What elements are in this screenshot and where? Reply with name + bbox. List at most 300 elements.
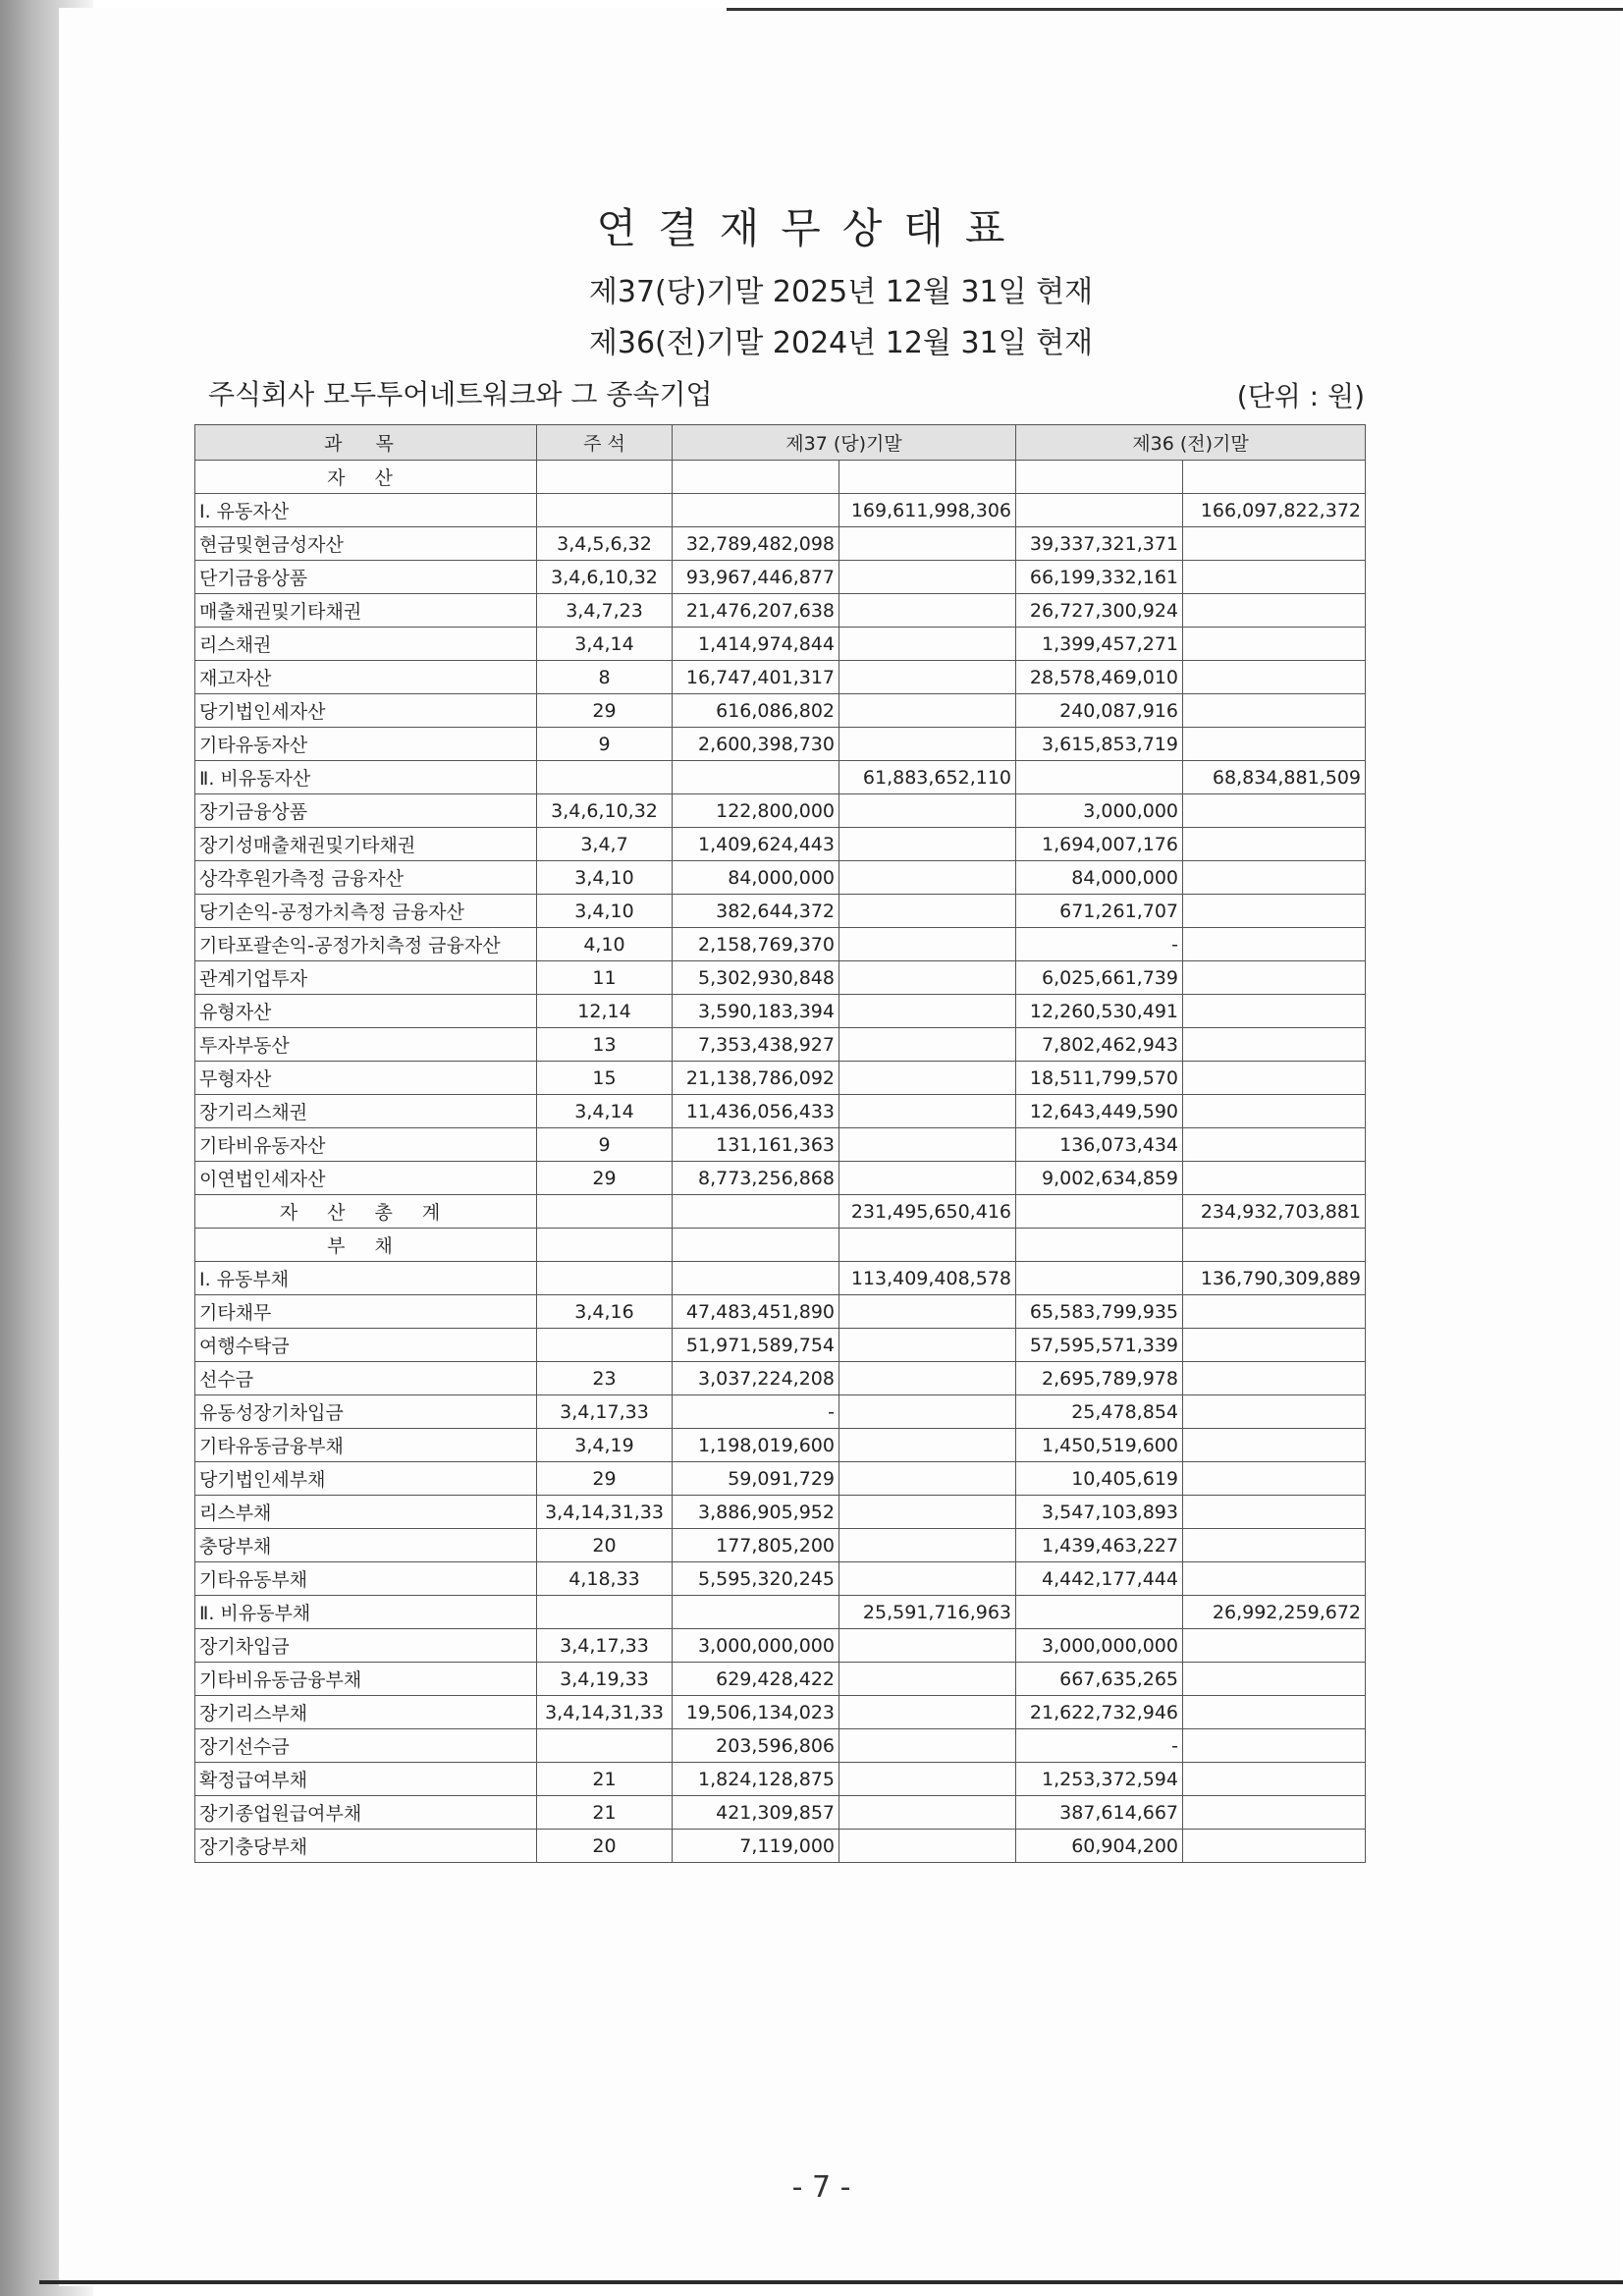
current-total-cell xyxy=(839,1028,1016,1062)
item-label: 장기충당부채 xyxy=(195,1830,537,1863)
table-row xyxy=(195,1729,1366,1763)
current-value: 16,747,401,317 xyxy=(673,661,839,694)
table-row xyxy=(195,1229,1366,1262)
table-row xyxy=(195,1128,1366,1162)
current-value: 616,086,802 xyxy=(673,694,839,728)
note-value: 21 xyxy=(537,1796,673,1830)
current-value: 47,483,451,890 xyxy=(673,1295,839,1329)
note-value: 29 xyxy=(537,694,673,728)
current-total-cell xyxy=(839,1729,1016,1763)
item-label: 상각후원가측정 금융자산 xyxy=(195,861,537,895)
current-total-cell xyxy=(839,1229,1016,1262)
item-label: 기타포괄손익-공정가치측정 금융자산 xyxy=(195,928,537,961)
note-cell xyxy=(537,761,673,794)
note-value: 3,4,14 xyxy=(537,628,673,661)
current-total-cell xyxy=(839,1395,1016,1429)
period-current: 제37(당)기말 2025년 12월 31일 현재 xyxy=(588,275,1094,309)
table-row xyxy=(195,661,1366,694)
note-value: 3,4,14,31,33 xyxy=(537,1696,673,1729)
prior-total-cell xyxy=(1183,1629,1366,1663)
period-prior: 제36(전)기말 2024년 12월 31일 현재 xyxy=(588,326,1094,360)
prior-value: 66,199,332,161 xyxy=(1016,561,1183,594)
table-row xyxy=(195,1596,1366,1629)
current-value: 203,596,806 xyxy=(673,1729,839,1763)
item-label: 재고자산 xyxy=(195,661,537,694)
current-value: - xyxy=(673,1395,839,1429)
table-row xyxy=(195,1395,1366,1429)
prior-total-cell xyxy=(1183,527,1366,561)
table-row xyxy=(195,1262,1366,1295)
prior-total-cell xyxy=(1183,1696,1366,1729)
prior-total-cell xyxy=(1183,1562,1366,1596)
current-detail-cell xyxy=(673,494,839,527)
note-value: 3,4,17,33 xyxy=(537,1395,673,1429)
prior-total-cell xyxy=(1183,1229,1366,1262)
unit-label: (단위 : 원) xyxy=(1236,380,1365,412)
note-cell xyxy=(537,1262,673,1295)
prior-value: 4,442,177,444 xyxy=(1016,1562,1183,1596)
prior-total-cell xyxy=(1183,995,1366,1028)
note-value: 3,4,6,10,32 xyxy=(537,794,673,828)
prior-total-cell xyxy=(1183,928,1366,961)
table-row xyxy=(195,1496,1366,1529)
note-value: 21 xyxy=(537,1763,673,1796)
table-row xyxy=(195,1062,1366,1095)
item-label: 당기법인세자산 xyxy=(195,694,537,728)
prior-total-value: 68,834,881,509 xyxy=(1183,761,1366,794)
table-row xyxy=(195,694,1366,728)
current-total-cell xyxy=(839,1128,1016,1162)
current-value: 3,037,224,208 xyxy=(673,1362,839,1395)
note-value xyxy=(537,1729,673,1763)
top-edge-line xyxy=(727,8,1623,11)
prior-total-cell xyxy=(1183,1663,1366,1696)
current-value: 131,161,363 xyxy=(673,1128,839,1162)
current-total-value: 231,495,650,416 xyxy=(839,1195,1016,1229)
current-total-cell xyxy=(839,828,1016,861)
current-total-value: 61,883,652,110 xyxy=(839,761,1016,794)
bottom-edge-line xyxy=(39,2280,1623,2284)
note-cell xyxy=(537,1229,673,1262)
current-total-cell xyxy=(839,628,1016,661)
current-total-cell xyxy=(839,961,1016,995)
prior-value: 1,450,519,600 xyxy=(1016,1429,1183,1462)
note-cell xyxy=(537,494,673,527)
note-value: 29 xyxy=(537,1462,673,1496)
prior-value: 60,904,200 xyxy=(1016,1830,1183,1863)
current-total-cell xyxy=(839,1763,1016,1796)
item-label: 선수금 xyxy=(195,1362,537,1395)
prior-value: 3,000,000 xyxy=(1016,794,1183,828)
table-row xyxy=(195,1195,1366,1229)
table-row xyxy=(195,1763,1366,1796)
table-row xyxy=(195,728,1366,761)
note-value: 12,14 xyxy=(537,995,673,1028)
table-body xyxy=(195,461,1366,1863)
note-value: 20 xyxy=(537,1830,673,1863)
current-detail-cell xyxy=(673,1229,839,1262)
table-row xyxy=(195,1462,1366,1496)
prior-value: - xyxy=(1016,928,1183,961)
prior-total-cell xyxy=(1183,1028,1366,1062)
prior-total-cell xyxy=(1183,1830,1366,1863)
prior-value: 240,087,916 xyxy=(1016,694,1183,728)
current-total-cell xyxy=(839,1429,1016,1462)
note-value: 3,4,7,23 xyxy=(537,594,673,628)
note-value: 15 xyxy=(537,1062,673,1095)
item-label: 장기차입금 xyxy=(195,1629,537,1663)
prior-value: 1,694,007,176 xyxy=(1016,828,1183,861)
current-total-cell xyxy=(839,1362,1016,1395)
note-value: 3,4,19,33 xyxy=(537,1663,673,1696)
prior-value: 84,000,000 xyxy=(1016,861,1183,895)
note-value: 3,4,16 xyxy=(537,1295,673,1329)
current-total-cell xyxy=(839,728,1016,761)
table-row xyxy=(195,1362,1366,1395)
note-value: 4,18,33 xyxy=(537,1562,673,1596)
prior-value: 10,405,619 xyxy=(1016,1462,1183,1496)
current-value: 2,600,398,730 xyxy=(673,728,839,761)
document-title: 연결재무상태표 xyxy=(596,204,1027,252)
note-cell xyxy=(537,1195,673,1229)
current-value: 11,436,056,433 xyxy=(673,1095,839,1128)
current-total-cell xyxy=(839,1562,1016,1596)
item-label: 무형자산 xyxy=(195,1062,537,1095)
note-value xyxy=(537,1329,673,1362)
current-value: 19,506,134,023 xyxy=(673,1696,839,1729)
current-value: 21,138,786,092 xyxy=(673,1062,839,1095)
prior-value: 667,635,265 xyxy=(1016,1663,1183,1696)
section-label: Ⅱ. 비유동부채 xyxy=(195,1596,537,1629)
current-total-cell xyxy=(839,995,1016,1028)
note-value: 3,4,7 xyxy=(537,828,673,861)
current-value: 51,971,589,754 xyxy=(673,1329,839,1362)
prior-value: 21,622,732,946 xyxy=(1016,1696,1183,1729)
table-row xyxy=(195,895,1366,928)
item-label: 장기금융상품 xyxy=(195,794,537,828)
prior-total-cell xyxy=(1183,1062,1366,1095)
item-label: 장기리스채권 xyxy=(195,1095,537,1128)
table-row xyxy=(195,494,1366,527)
current-value: 629,428,422 xyxy=(673,1663,839,1696)
balance-sheet-table xyxy=(194,424,1366,1863)
note-value: 3,4,14 xyxy=(537,1095,673,1128)
page-number: - 7 - xyxy=(791,2170,851,2205)
prior-value: 39,337,321,371 xyxy=(1016,527,1183,561)
table-row xyxy=(195,1830,1366,1863)
note-value: 11 xyxy=(537,961,673,995)
item-label: 여행수탁금 xyxy=(195,1329,537,1362)
table-row xyxy=(195,995,1366,1028)
item-label: 장기선수금 xyxy=(195,1729,537,1763)
prior-total-cell xyxy=(1183,861,1366,895)
row-heading: 자 산 xyxy=(195,461,537,494)
table-row xyxy=(195,761,1366,794)
current-value: 2,158,769,370 xyxy=(673,928,839,961)
current-total-cell xyxy=(839,861,1016,895)
table-row xyxy=(195,527,1366,561)
prior-value: 6,025,661,739 xyxy=(1016,961,1183,995)
prior-value: 18,511,799,570 xyxy=(1016,1062,1183,1095)
note-value: 3,4,14,31,33 xyxy=(537,1496,673,1529)
total-label: 자 산 총 계 xyxy=(195,1195,537,1229)
note-value: 29 xyxy=(537,1162,673,1195)
note-value: 23 xyxy=(537,1362,673,1395)
item-label: 기타채무 xyxy=(195,1295,537,1329)
item-label: 당기법인세부채 xyxy=(195,1462,537,1496)
section-label: Ⅰ. 유동자산 xyxy=(195,494,537,527)
prior-value: 2,695,789,978 xyxy=(1016,1362,1183,1395)
table-row xyxy=(195,1663,1366,1696)
company-name: 주식회사 모두투어네트워크와 그 종속기업 xyxy=(208,378,713,410)
item-label: 투자부동산 xyxy=(195,1028,537,1062)
item-label: 기타비유동금융부채 xyxy=(195,1663,537,1696)
current-value: 1,414,974,844 xyxy=(673,628,839,661)
prior-value: 65,583,799,935 xyxy=(1016,1295,1183,1329)
note-value: 4,10 xyxy=(537,928,673,961)
current-value: 5,302,930,848 xyxy=(673,961,839,995)
table-header-row xyxy=(195,425,1366,461)
item-label: 현금및현금성자산 xyxy=(195,527,537,561)
current-total-cell xyxy=(839,928,1016,961)
item-label: 장기리스부채 xyxy=(195,1696,537,1729)
note-value: 3,4,10 xyxy=(537,861,673,895)
note-value: 9 xyxy=(537,1128,673,1162)
table-row xyxy=(195,1095,1366,1128)
prior-total-cell xyxy=(1183,594,1366,628)
item-label: 리스채권 xyxy=(195,628,537,661)
current-total-cell xyxy=(839,1696,1016,1729)
table-row xyxy=(195,861,1366,895)
current-value: 1,824,128,875 xyxy=(673,1763,839,1796)
table-row xyxy=(195,1329,1366,1362)
current-total-cell xyxy=(839,1295,1016,1329)
note-value: 3,4,17,33 xyxy=(537,1629,673,1663)
table-row xyxy=(195,1562,1366,1596)
item-label: 충당부채 xyxy=(195,1529,537,1562)
table-row xyxy=(195,928,1366,961)
current-total-cell xyxy=(839,1529,1016,1562)
prior-total-cell xyxy=(1183,1395,1366,1429)
current-value: 5,595,320,245 xyxy=(673,1562,839,1596)
prior-detail-cell xyxy=(1016,461,1183,494)
prior-value: - xyxy=(1016,1729,1183,1763)
current-value: 59,091,729 xyxy=(673,1462,839,1496)
prior-total-cell xyxy=(1183,661,1366,694)
prior-total-value: 26,992,259,672 xyxy=(1183,1596,1366,1629)
item-label: 장기종업원급여부채 xyxy=(195,1796,537,1830)
prior-detail-cell xyxy=(1016,1596,1183,1629)
table-row xyxy=(195,561,1366,594)
item-label: 기타유동자산 xyxy=(195,728,537,761)
item-label: 확정급여부채 xyxy=(195,1763,537,1796)
note-value: 3,4,5,6,32 xyxy=(537,527,673,561)
current-total-cell xyxy=(839,527,1016,561)
prior-total-cell xyxy=(1183,561,1366,594)
prior-total-cell xyxy=(1183,961,1366,995)
note-value: 20 xyxy=(537,1529,673,1562)
current-total-cell xyxy=(839,1830,1016,1863)
prior-total-cell xyxy=(1183,694,1366,728)
current-total-cell xyxy=(839,594,1016,628)
current-detail-cell xyxy=(673,1262,839,1295)
table-row xyxy=(195,1696,1366,1729)
note-value: 8 xyxy=(537,661,673,694)
current-total-cell xyxy=(839,561,1016,594)
current-total-cell xyxy=(839,1629,1016,1663)
item-label: 관계기업투자 xyxy=(195,961,537,995)
item-label: 기타비유동자산 xyxy=(195,1128,537,1162)
note-value: 13 xyxy=(537,1028,673,1062)
prior-value: 3,615,853,719 xyxy=(1016,728,1183,761)
prior-total-cell xyxy=(1183,461,1366,494)
prior-total-cell xyxy=(1183,895,1366,928)
table-row xyxy=(195,1429,1366,1462)
prior-value: 28,578,469,010 xyxy=(1016,661,1183,694)
prior-total-cell xyxy=(1183,628,1366,661)
table-row xyxy=(195,961,1366,995)
current-total-cell xyxy=(839,1462,1016,1496)
table-row xyxy=(195,794,1366,828)
table-row xyxy=(195,1529,1366,1562)
prior-value: 3,000,000,000 xyxy=(1016,1629,1183,1663)
prior-total-cell xyxy=(1183,1529,1366,1562)
prior-total-cell xyxy=(1183,1162,1366,1195)
prior-value: 1,253,372,594 xyxy=(1016,1763,1183,1796)
current-total-cell xyxy=(839,895,1016,928)
note-value: 3,4,19 xyxy=(537,1429,673,1462)
prior-value: 25,478,854 xyxy=(1016,1395,1183,1429)
prior-total-cell xyxy=(1183,1796,1366,1830)
note-value: 9 xyxy=(537,728,673,761)
item-label: 유동성장기차입금 xyxy=(195,1395,537,1429)
current-total-cell xyxy=(839,661,1016,694)
current-detail-cell xyxy=(673,761,839,794)
prior-value: 1,399,457,271 xyxy=(1016,628,1183,661)
prior-total-cell xyxy=(1183,1128,1366,1162)
prior-value: 136,073,434 xyxy=(1016,1128,1183,1162)
prior-detail-cell xyxy=(1016,1195,1183,1229)
current-value: 421,309,857 xyxy=(673,1796,839,1830)
item-label: 장기성매출채권및기타채권 xyxy=(195,828,537,861)
item-label: 기타유동부채 xyxy=(195,1562,537,1596)
prior-total-value: 136,790,309,889 xyxy=(1183,1262,1366,1295)
prior-value: 26,727,300,924 xyxy=(1016,594,1183,628)
current-total-cell xyxy=(839,1496,1016,1529)
header-item: 과 목 xyxy=(195,425,537,461)
item-label: 이연법인세자산 xyxy=(195,1162,537,1195)
prior-total-cell xyxy=(1183,1729,1366,1763)
prior-total-cell xyxy=(1183,1496,1366,1529)
table-row xyxy=(195,828,1366,861)
prior-total-cell xyxy=(1183,794,1366,828)
table-row xyxy=(195,1796,1366,1830)
note-value: 3,4,6,10,32 xyxy=(537,561,673,594)
prior-detail-cell xyxy=(1016,1229,1183,1262)
table-row xyxy=(195,1629,1366,1663)
current-total-cell xyxy=(839,1329,1016,1362)
table-row xyxy=(195,1295,1366,1329)
prior-total-cell xyxy=(1183,728,1366,761)
current-total-value: 113,409,408,578 xyxy=(839,1262,1016,1295)
prior-detail-cell xyxy=(1016,494,1183,527)
prior-value: 1,439,463,227 xyxy=(1016,1529,1183,1562)
table-row xyxy=(195,1028,1366,1062)
current-value: 1,198,019,600 xyxy=(673,1429,839,1462)
prior-total-cell xyxy=(1183,828,1366,861)
item-label: 리스부채 xyxy=(195,1496,537,1529)
prior-total-cell xyxy=(1183,1295,1366,1329)
current-value: 3,590,183,394 xyxy=(673,995,839,1028)
current-value: 93,967,446,877 xyxy=(673,561,839,594)
section-label: Ⅱ. 비유동자산 xyxy=(195,761,537,794)
prior-detail-cell xyxy=(1016,761,1183,794)
current-total-value: 169,611,998,306 xyxy=(839,494,1016,527)
prior-total-cell xyxy=(1183,1763,1366,1796)
current-value: 32,789,482,098 xyxy=(673,527,839,561)
row-heading: 부 채 xyxy=(195,1229,537,1262)
item-label: 단기금융상품 xyxy=(195,561,537,594)
current-value: 7,119,000 xyxy=(673,1830,839,1863)
current-total-cell xyxy=(839,1796,1016,1830)
item-label: 당기손익-공정가치측정 금융자산 xyxy=(195,895,537,928)
current-total-cell xyxy=(839,1663,1016,1696)
current-value: 3,000,000,000 xyxy=(673,1629,839,1663)
prior-total-cell xyxy=(1183,1095,1366,1128)
current-value: 21,476,207,638 xyxy=(673,594,839,628)
prior-value: 7,802,462,943 xyxy=(1016,1028,1183,1062)
prior-value: 9,002,634,859 xyxy=(1016,1162,1183,1195)
note-cell xyxy=(537,461,673,494)
item-label: 기타유동금융부채 xyxy=(195,1429,537,1462)
current-value: 84,000,000 xyxy=(673,861,839,895)
prior-total-cell xyxy=(1183,1429,1366,1462)
current-total-cell xyxy=(839,794,1016,828)
current-value: 1,409,624,443 xyxy=(673,828,839,861)
prior-value: 12,643,449,590 xyxy=(1016,1095,1183,1128)
current-value: 7,353,438,927 xyxy=(673,1028,839,1062)
note-cell xyxy=(537,1596,673,1629)
prior-total-value: 166,097,822,372 xyxy=(1183,494,1366,527)
current-total-cell xyxy=(839,461,1016,494)
current-value: 382,644,372 xyxy=(673,895,839,928)
prior-value: 57,595,571,339 xyxy=(1016,1329,1183,1362)
header-prior: 제36 (전)기말 xyxy=(1016,425,1366,461)
table-row xyxy=(195,594,1366,628)
current-detail-cell xyxy=(673,1195,839,1229)
prior-value: 12,260,530,491 xyxy=(1016,995,1183,1028)
prior-value: 671,261,707 xyxy=(1016,895,1183,928)
prior-value: 3,547,103,893 xyxy=(1016,1496,1183,1529)
current-detail-cell xyxy=(673,1596,839,1629)
current-value: 122,800,000 xyxy=(673,794,839,828)
item-label: 유형자산 xyxy=(195,995,537,1028)
note-value: 3,4,10 xyxy=(537,895,673,928)
current-value: 8,773,256,868 xyxy=(673,1162,839,1195)
prior-value: 387,614,667 xyxy=(1016,1796,1183,1830)
current-total-cell xyxy=(839,1095,1016,1128)
prior-total-cell xyxy=(1183,1362,1366,1395)
prior-total-value: 234,932,703,881 xyxy=(1183,1195,1366,1229)
current-total-cell xyxy=(839,694,1016,728)
item-label: 매출채권및기타채권 xyxy=(195,594,537,628)
section-label: Ⅰ. 유동부채 xyxy=(195,1262,537,1295)
table-row xyxy=(195,461,1366,494)
table-row xyxy=(195,628,1366,661)
header-current: 제37 (당)기말 xyxy=(673,425,1016,461)
current-total-cell xyxy=(839,1162,1016,1195)
prior-detail-cell xyxy=(1016,1262,1183,1295)
